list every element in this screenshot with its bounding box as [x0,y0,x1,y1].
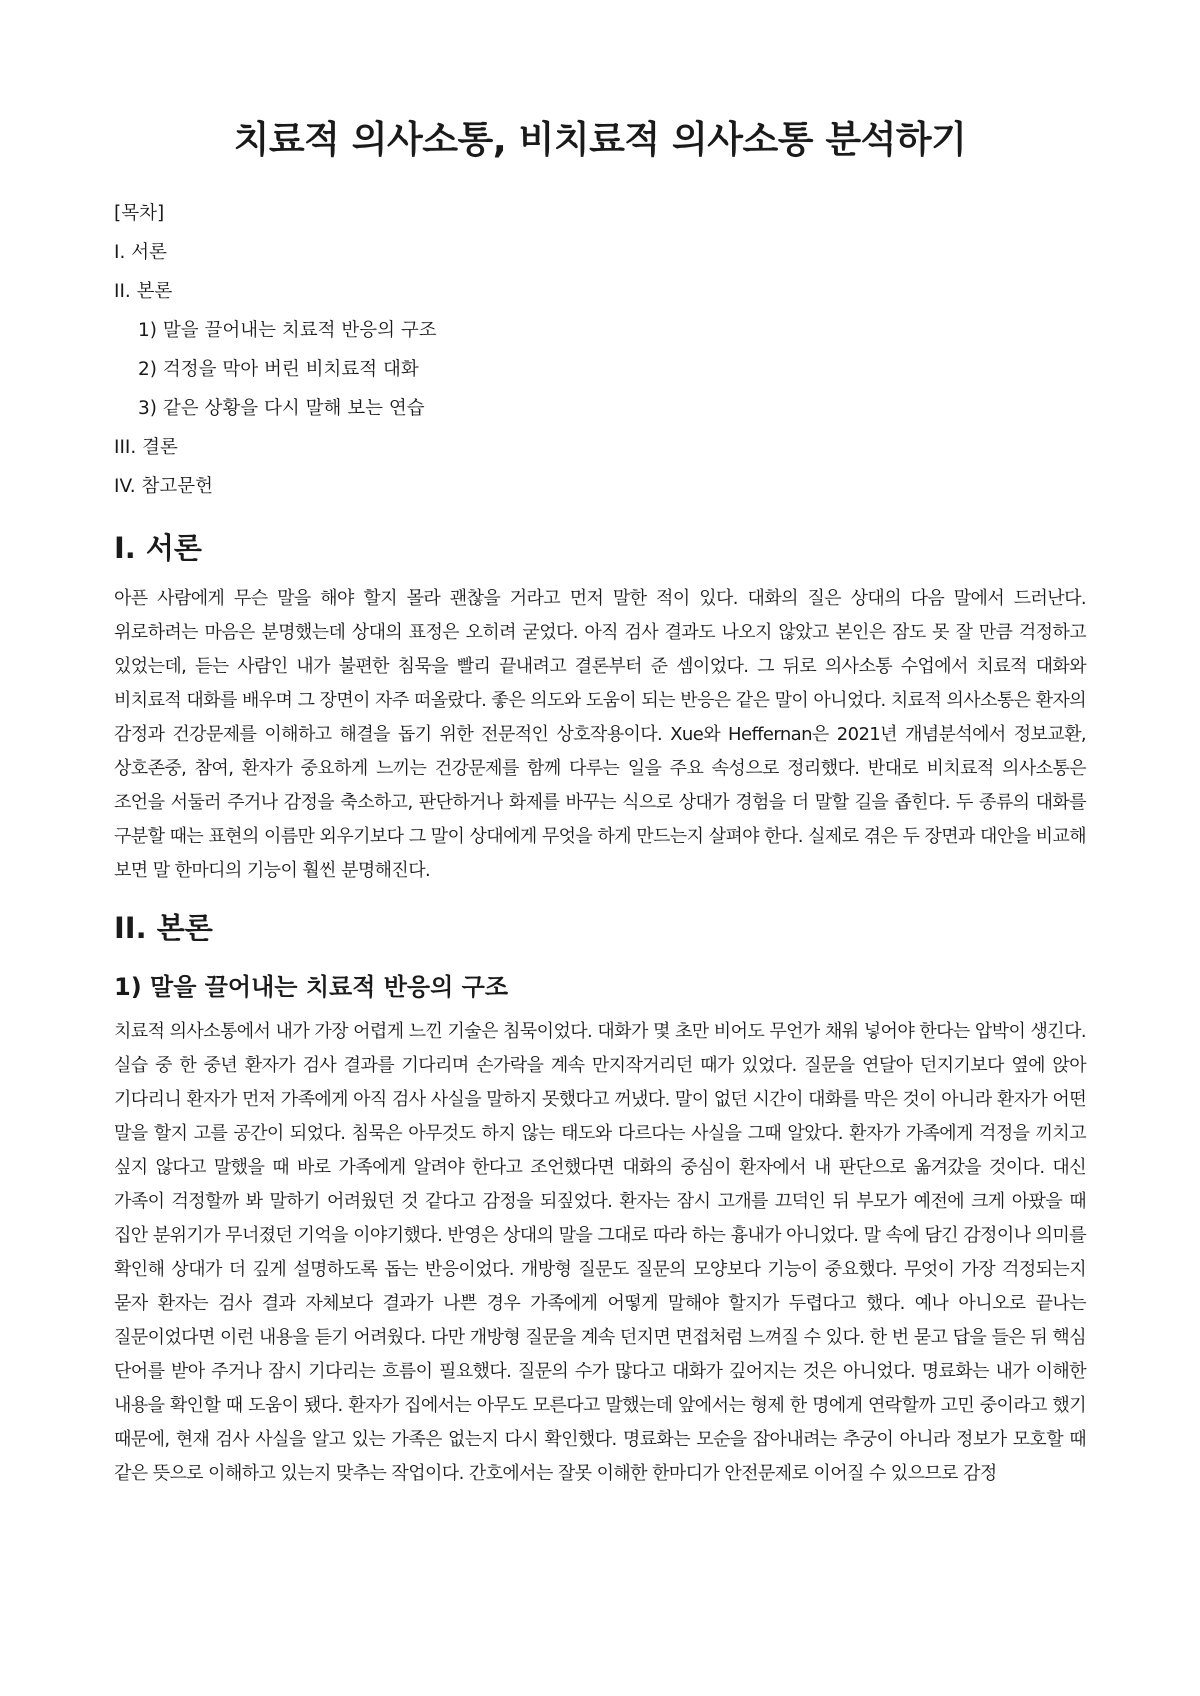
toc-item: I. 서론 [114,242,167,264]
subsection-heading-1: 1) 말을 끌어내는 치료적 반응의 구조 [114,972,509,1001]
toc-item: III. 결론 [114,437,178,459]
toc-heading: [목차] [114,203,165,225]
table-of-contents [114,194,1086,506]
toc-item: 3) 같은 상황을 다시 말해 보는 연습 [138,398,425,420]
intro-paragraph: 아픈 사람에게 무슨 말을 해야 할지 몰라 괜찮을 거라고 먼저 말한 적이 있다. 대화의 질은 상대의 다음 말에서 드러난다. 위로하려는 마음은 분명했는데 상대의 표정은 오히려 굳었다. 아직 검사 결과도 나오지 않았고 본인은 잠도 못 잘 만큼 걱정하고 있었는데, 듣는 사람인 내가 불편한 침묵을 빨리 끝내려고 결론부터 준 셈이었다. 그 뒤로 의사소통 수업에서 치료적 대화와 비치료적 대화를 배우며 그 장면이 자주 떠올랐다. 좋은 의도와 도움이 되는 반응은 같은 말이 아니었다. 치료적 의사소통은 환자의 감정과 건강문제를 이해하고 해결을 돕기 위한 전문적인 상호작용이다. Xue와 Heffernan은 2021년 개념분석에서 정보교환, 상호존중, 참여, 환자가 중요하게 느끼는 건강문제를 함께 다루는 일을 주요 속성으로 정리했다. 반대로 비치료적 의사소통은 조언을 서둘러 주거나 감정을 축소하고, 판단하거나 화제를 바꾸는 식으로 상대가 경험을 더 말할 길을 좁힌다. 두 종류의 대화를 구분할 때는 표현의 이름만 외우기보다 그 말이 상대에게 무엇을 하게 만드는지 살펴야 한다. 실제로 겪은 두 장면과 대안을 비교해 보면 말 한마디의 기능이 훨씬 분명해진다. [114,588,1086,882]
toc-item: II. 본론 [114,281,173,303]
toc-item: IV. 참고문헌 [114,476,213,498]
document-title: 치료적 의사소통, 비치료적 의사소통 분석하기 [233,118,967,161]
toc-item: 2) 걱정을 막아 버린 비치료적 대화 [138,359,419,381]
toc-item: 1) 말을 끌어내는 치료적 반응의 구조 [138,320,437,342]
section-heading-body: II. 본론 [114,911,213,946]
subsection-1-paragraph: 치료적 의사소통에서 내가 가장 어렵게 느낀 기술은 침묵이었다. 대화가 몇 초만 비어도 무언가 채워 넣어야 한다는 압박이 생긴다. 실습 중 한 중년 환자가 검사 결과를 기다리며 손가락을 계속 만지작거리던 때가 있었다. 질문을 연달아 던지기보다 옆에 앉아 기다리니 환자가 먼저 가족에게 아직 검사 사실을 말하지 못했다고 꺼냈다. 말이 없던 시간이 대화를 막은 것이 아니라 환자가 어떤 말을 할지 고를 공간이 되었다. 침묵은 아무것도 하지 않는 태도와 다르다는 사실을 그때 알았다. 환자가 가족에게 걱정을 끼치고 싶지 않다고 말했을 때 바로 가족에게 알려야 한다고 조언했다면 대화의 중심이 환자에서 내 판단으로 옮겨갔을 것이다. 대신 가족이 걱정할까 봐 말하기 어려웠던 것 같다고 감정을 되짚었다. 환자는 잠시 고개를 끄덕인 뒤 부모가 예전에 크게 아팠을 때 집안 분위기가 무너졌던 기억을 이야기했다. 반영은 상대의 말을 그대로 따라 하는 흉내가 아니었다. 말 속에 담긴 감정이나 의미를 확인해 상대가 더 깊게 설명하도록 돕는 반응이었다. 개방형 질문도 질문의 모양보다 기능이 중요했다. 무엇이 가장 걱정되는지 묻자 환자는 검사 결과 자체보다 결과가 나쁜 경우 가족에게 어떻게 말해야 할지가 두렵다고 했다. 예나 아니오로 끝나는 질문이었다면 이런 내용을 듣기 어려웠다. 다만 개방형 질문을 계속 던지면 면접처럼 느껴질 수 있다. 한 번 묻고 답을 들은 뒤 핵심 단어를 받아 주거나 잠시 기다리는 흐름이 필요했다. 질문의 수가 많다고 대화가 깊어지는 것은 아니었다. 명료화는 내가 이해한 내용을 확인할 때 도움이 됐다. 환자가 집에서는 아무도 모른다고 말했는데 앞에서는 형제 한 명에게 연락할까 고민 중이라고 했기 때문에, 현재 검사 사실을 알고 있는 가족은 없는지 다시 확인했다. 명료화는 모순을 잡아내려는 추궁이 아니라 정보가 모호할 때 같은 뜻으로 이해하고 있는지 맞추는 작업이다. 간호에서는 잘못 이해한 한마디가 안전문제로 이어질 수 있으므로 감정 [114,1020,1086,1484]
section-heading-intro: I. 서론 [114,531,202,566]
